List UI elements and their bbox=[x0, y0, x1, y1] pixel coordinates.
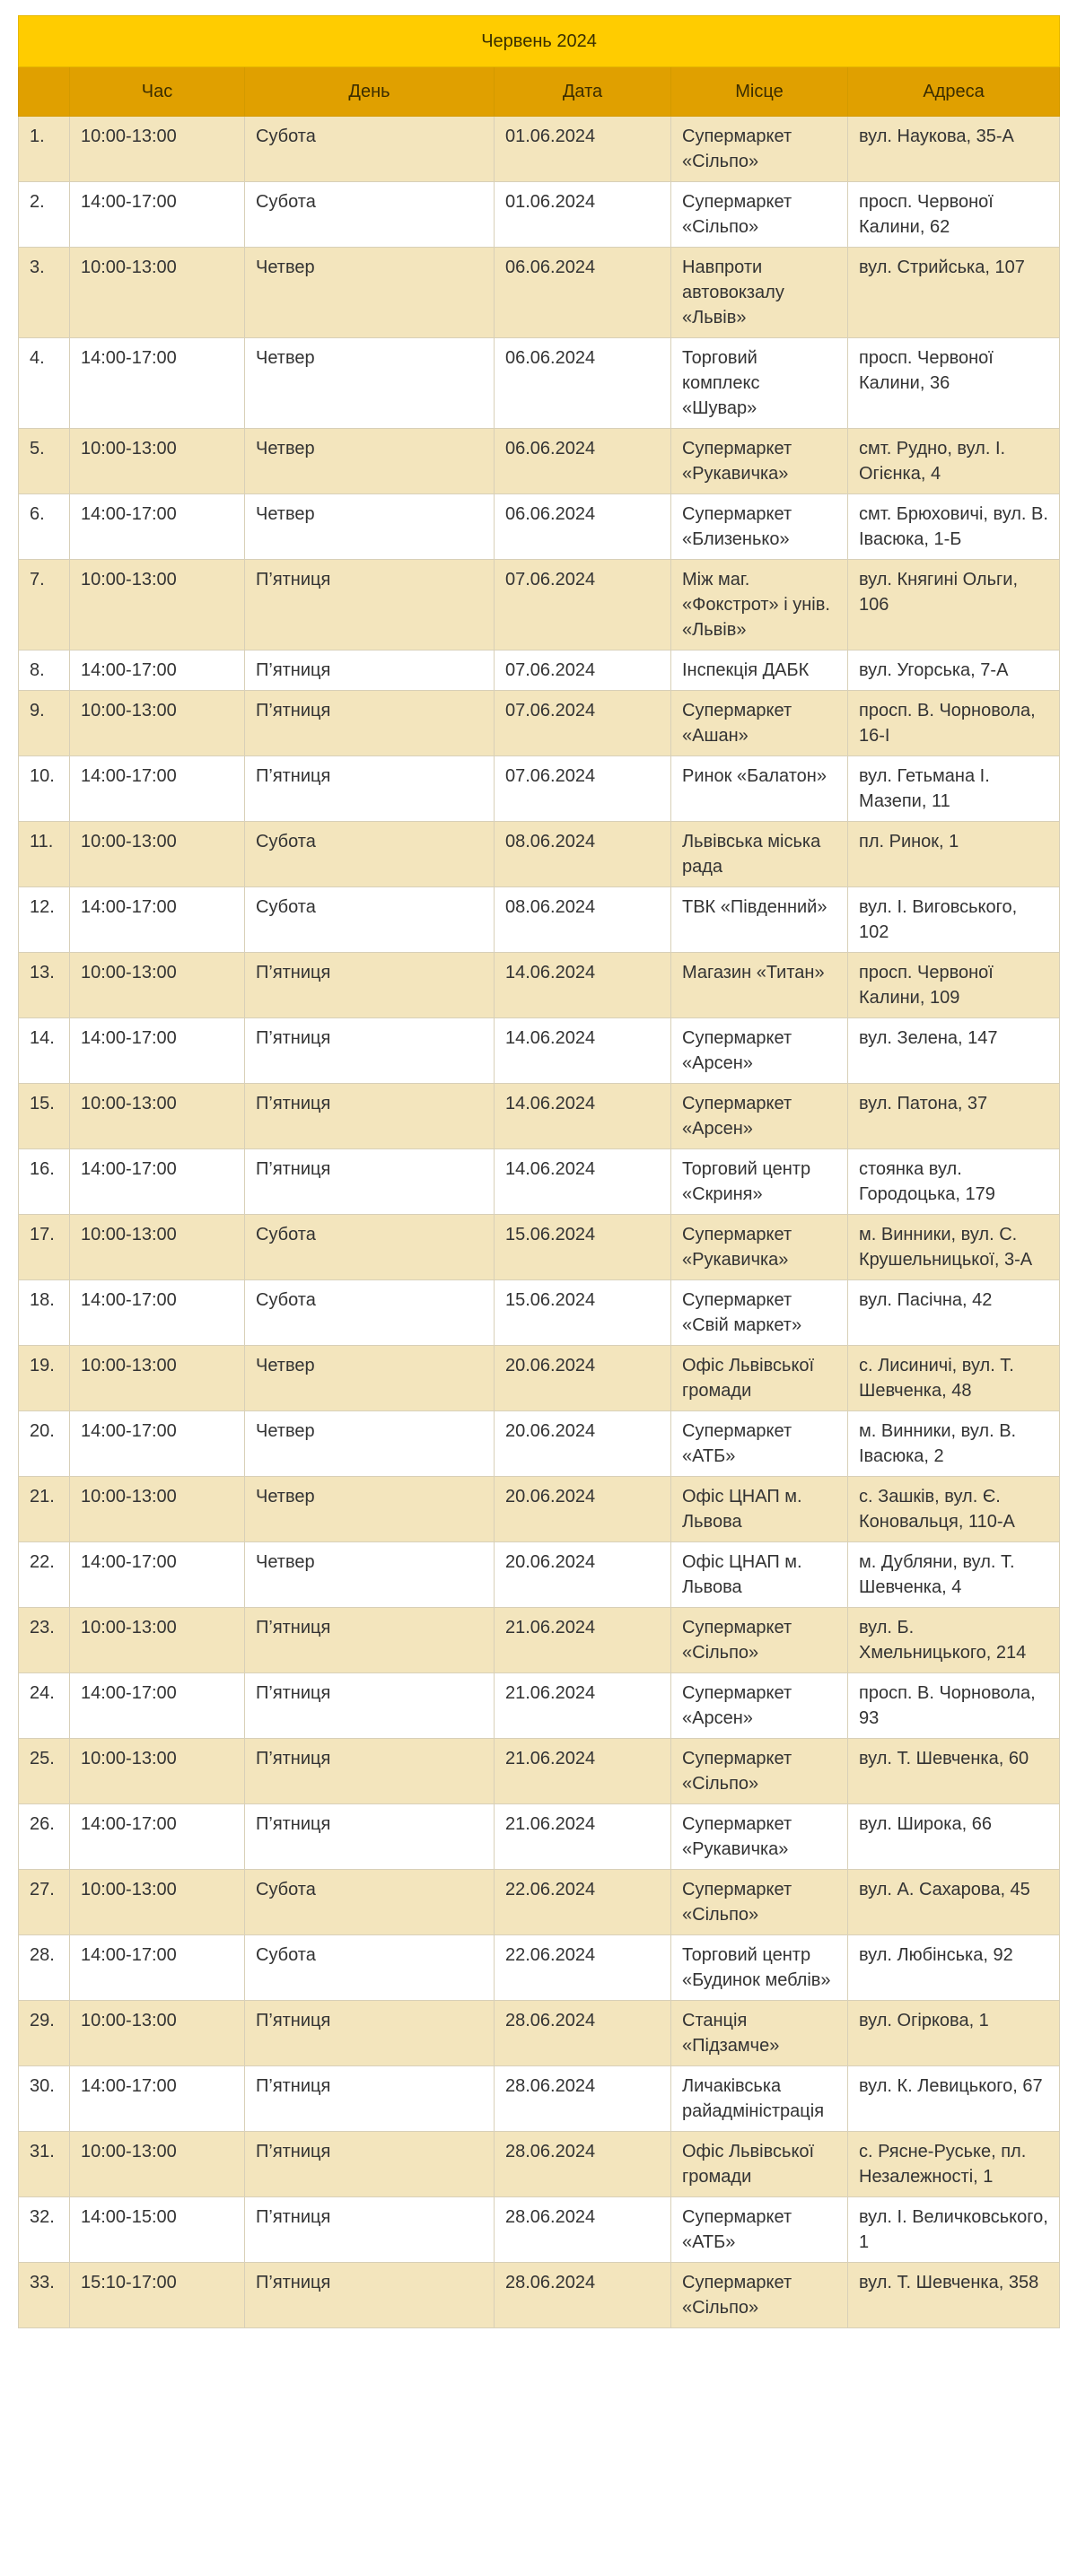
cell-place: Супермаркет «Арсен» bbox=[671, 1018, 848, 1084]
cell-num: 1. bbox=[19, 117, 70, 182]
cell-address: вул. Любінська, 92 bbox=[848, 1935, 1060, 2001]
cell-date: 14.06.2024 bbox=[495, 1149, 671, 1215]
cell-day: П’ятниця bbox=[245, 1804, 495, 1870]
cell-time: 10:00-13:00 bbox=[70, 248, 245, 338]
cell-num: 14. bbox=[19, 1018, 70, 1084]
cell-place: Торговий центр «Скриня» bbox=[671, 1149, 848, 1215]
table-row bbox=[19, 691, 1060, 756]
cell-address: просп. В. Чорновола, 93 bbox=[848, 1673, 1060, 1739]
cell-time: 10:00-13:00 bbox=[70, 1084, 245, 1149]
cell-address: просп. В. Чорновола, 16-І bbox=[848, 691, 1060, 756]
cell-place: Супермаркет «Сільпо» bbox=[671, 2263, 848, 2328]
cell-address: вул. І. Виговського, 102 bbox=[848, 887, 1060, 953]
cell-date: 07.06.2024 bbox=[495, 560, 671, 651]
cell-address: вул. Гетьмана І. Мазепи, 11 bbox=[848, 756, 1060, 822]
cell-time: 14:00-17:00 bbox=[70, 887, 245, 953]
header-num bbox=[19, 67, 70, 117]
table-title: Червень 2024 bbox=[19, 16, 1060, 67]
cell-address: вул. Т. Шевченка, 358 bbox=[848, 2263, 1060, 2328]
table-row bbox=[19, 494, 1060, 560]
cell-place: Супермаркет «Близенько» bbox=[671, 494, 848, 560]
cell-num: 33. bbox=[19, 2263, 70, 2328]
header-time: Час bbox=[70, 67, 245, 117]
cell-address: вул. Наукова, 35-А bbox=[848, 117, 1060, 182]
cell-place: Торговий комплекс «Шувар» bbox=[671, 338, 848, 429]
cell-address: вул. Зелена, 147 bbox=[848, 1018, 1060, 1084]
cell-num: 27. bbox=[19, 1870, 70, 1935]
cell-day: Четвер bbox=[245, 248, 495, 338]
cell-address: просп. Червоної Калини, 62 bbox=[848, 182, 1060, 248]
cell-address: с. Зашків, вул. Є. Коновальця, 110-А bbox=[848, 1477, 1060, 1542]
cell-day: П’ятниця bbox=[245, 2197, 495, 2263]
cell-day: Субота bbox=[245, 1215, 495, 1280]
cell-time: 10:00-13:00 bbox=[70, 1739, 245, 1804]
table-row bbox=[19, 1149, 1060, 1215]
cell-time: 10:00-13:00 bbox=[70, 1870, 245, 1935]
cell-num: 6. bbox=[19, 494, 70, 560]
table-row bbox=[19, 1804, 1060, 1870]
cell-date: 15.06.2024 bbox=[495, 1215, 671, 1280]
cell-num: 31. bbox=[19, 2132, 70, 2197]
table-row bbox=[19, 651, 1060, 691]
cell-day: Четвер bbox=[245, 1411, 495, 1477]
cell-address: с. Рясне-Руське, пл. Незалежності, 1 bbox=[848, 2132, 1060, 2197]
cell-day: Субота bbox=[245, 182, 495, 248]
cell-place: Супермаркет «Сільпо» bbox=[671, 1870, 848, 1935]
cell-date: 06.06.2024 bbox=[495, 338, 671, 429]
cell-place: Львівська міська рада bbox=[671, 822, 848, 887]
table-row bbox=[19, 560, 1060, 651]
cell-num: 24. bbox=[19, 1673, 70, 1739]
cell-place: Станція «Підзамче» bbox=[671, 2001, 848, 2066]
table-row bbox=[19, 1411, 1060, 1477]
cell-address: просп. Червоної Калини, 36 bbox=[848, 338, 1060, 429]
cell-address: смт. Брюховичі, вул. В. Івасюка, 1-Б bbox=[848, 494, 1060, 560]
cell-date: 28.06.2024 bbox=[495, 2001, 671, 2066]
table-row bbox=[19, 1870, 1060, 1935]
header-address: Адреса bbox=[848, 67, 1060, 117]
cell-place: Супермаркет «Рукавичка» bbox=[671, 1215, 848, 1280]
cell-day: П’ятниця bbox=[245, 1149, 495, 1215]
table-row bbox=[19, 822, 1060, 887]
cell-time: 14:00-17:00 bbox=[70, 756, 245, 822]
cell-time: 14:00-17:00 bbox=[70, 1673, 245, 1739]
cell-address: м. Винники, вул. С. Крушельницької, 3-А bbox=[848, 1215, 1060, 1280]
table-row bbox=[19, 756, 1060, 822]
cell-place: Супермаркет «Сільпо» bbox=[671, 1739, 848, 1804]
header-row bbox=[19, 67, 1060, 117]
table-row bbox=[19, 2001, 1060, 2066]
cell-place: Супермаркет «Рукавичка» bbox=[671, 429, 848, 494]
table-row bbox=[19, 429, 1060, 494]
table-row bbox=[19, 1346, 1060, 1411]
cell-date: 20.06.2024 bbox=[495, 1411, 671, 1477]
cell-place: Магазин «Титан» bbox=[671, 953, 848, 1018]
cell-place: Супермаркет «Сільпо» bbox=[671, 182, 848, 248]
cell-address: просп. Червоної Калини, 109 bbox=[848, 953, 1060, 1018]
table-row bbox=[19, 1280, 1060, 1346]
cell-date: 20.06.2024 bbox=[495, 1346, 671, 1411]
cell-time: 14:00-17:00 bbox=[70, 494, 245, 560]
cell-place: Торговий центр «Будинок меблів» bbox=[671, 1935, 848, 2001]
cell-time: 10:00-13:00 bbox=[70, 2001, 245, 2066]
cell-address: вул. К. Левицького, 67 bbox=[848, 2066, 1060, 2132]
table-row bbox=[19, 1018, 1060, 1084]
cell-day: П’ятниця bbox=[245, 2263, 495, 2328]
cell-place: Офіс Львівської громади bbox=[671, 2132, 848, 2197]
cell-num: 20. bbox=[19, 1411, 70, 1477]
cell-address: вул. Стрийська, 107 bbox=[848, 248, 1060, 338]
table-row bbox=[19, 2066, 1060, 2132]
schedule-table bbox=[18, 15, 1060, 2328]
table-row bbox=[19, 1935, 1060, 2001]
cell-place: Ринок «Балатон» bbox=[671, 756, 848, 822]
table-row bbox=[19, 2263, 1060, 2328]
cell-day: П’ятниця bbox=[245, 2066, 495, 2132]
cell-day: П’ятниця bbox=[245, 1673, 495, 1739]
cell-place: Супермаркет «Арсен» bbox=[671, 1673, 848, 1739]
cell-date: 20.06.2024 bbox=[495, 1542, 671, 1608]
cell-day: Четвер bbox=[245, 338, 495, 429]
cell-address: вул. Т. Шевченка, 60 bbox=[848, 1739, 1060, 1804]
cell-day: Четвер bbox=[245, 1477, 495, 1542]
cell-day: Субота bbox=[245, 1280, 495, 1346]
table-row bbox=[19, 248, 1060, 338]
schedule-container bbox=[18, 15, 1059, 2328]
cell-day: П’ятниця bbox=[245, 1018, 495, 1084]
cell-num: 32. bbox=[19, 2197, 70, 2263]
cell-date: 01.06.2024 bbox=[495, 117, 671, 182]
cell-day: Четвер bbox=[245, 1346, 495, 1411]
cell-place: Навпроти автовокзалу «Львів» bbox=[671, 248, 848, 338]
cell-date: 06.06.2024 bbox=[495, 429, 671, 494]
cell-num: 7. bbox=[19, 560, 70, 651]
table-row bbox=[19, 338, 1060, 429]
cell-date: 07.06.2024 bbox=[495, 756, 671, 822]
cell-date: 14.06.2024 bbox=[495, 1018, 671, 1084]
cell-address: вул. Пасічна, 42 bbox=[848, 1280, 1060, 1346]
table-row bbox=[19, 1739, 1060, 1804]
table-row bbox=[19, 1477, 1060, 1542]
cell-date: 21.06.2024 bbox=[495, 1804, 671, 1870]
cell-date: 07.06.2024 bbox=[495, 651, 671, 691]
cell-place: Інспекція ДАБК bbox=[671, 651, 848, 691]
cell-address: вул. Широка, 66 bbox=[848, 1804, 1060, 1870]
cell-time: 14:00-17:00 bbox=[70, 1804, 245, 1870]
cell-time: 14:00-17:00 bbox=[70, 2066, 245, 2132]
cell-place: Супермаркет «АТБ» bbox=[671, 1411, 848, 1477]
cell-time: 10:00-13:00 bbox=[70, 117, 245, 182]
header-place: Місце bbox=[671, 67, 848, 117]
cell-date: 22.06.2024 bbox=[495, 1935, 671, 2001]
cell-place: Супермаркет «Арсен» bbox=[671, 1084, 848, 1149]
cell-place: Личаківська райадміністрація bbox=[671, 2066, 848, 2132]
cell-day: П’ятниця bbox=[245, 756, 495, 822]
table-row bbox=[19, 2197, 1060, 2263]
cell-num: 17. bbox=[19, 1215, 70, 1280]
cell-time: 15:10-17:00 bbox=[70, 2263, 245, 2328]
cell-num: 3. bbox=[19, 248, 70, 338]
cell-num: 15. bbox=[19, 1084, 70, 1149]
cell-date: 21.06.2024 bbox=[495, 1673, 671, 1739]
cell-day: П’ятниця bbox=[245, 1739, 495, 1804]
cell-time: 10:00-13:00 bbox=[70, 1215, 245, 1280]
cell-address: м. Винники, вул. В. Івасюка, 2 bbox=[848, 1411, 1060, 1477]
cell-time: 10:00-13:00 bbox=[70, 429, 245, 494]
header-day: День bbox=[245, 67, 495, 117]
cell-num: 30. bbox=[19, 2066, 70, 2132]
cell-day: Четвер bbox=[245, 494, 495, 560]
table-row bbox=[19, 887, 1060, 953]
cell-address: вул. Огіркова, 1 bbox=[848, 2001, 1060, 2066]
cell-address: смт. Рудно, вул. І. Огієнка, 4 bbox=[848, 429, 1060, 494]
cell-time: 14:00-17:00 bbox=[70, 1018, 245, 1084]
cell-date: 06.06.2024 bbox=[495, 494, 671, 560]
cell-date: 28.06.2024 bbox=[495, 2197, 671, 2263]
cell-num: 8. bbox=[19, 651, 70, 691]
cell-date: 22.06.2024 bbox=[495, 1870, 671, 1935]
cell-num: 18. bbox=[19, 1280, 70, 1346]
cell-address: вул. Б. Хмельницького, 214 bbox=[848, 1608, 1060, 1673]
cell-time: 10:00-13:00 bbox=[70, 822, 245, 887]
cell-day: Субота bbox=[245, 117, 495, 182]
cell-day: Субота bbox=[245, 822, 495, 887]
cell-day: Субота bbox=[245, 1870, 495, 1935]
cell-time: 14:00-17:00 bbox=[70, 338, 245, 429]
cell-address: пл. Ринок, 1 bbox=[848, 822, 1060, 887]
table-row bbox=[19, 1215, 1060, 1280]
cell-address: м. Дубляни, вул. Т. Шевченка, 4 bbox=[848, 1542, 1060, 1608]
cell-time: 14:00-17:00 bbox=[70, 1411, 245, 1477]
cell-num: 22. bbox=[19, 1542, 70, 1608]
cell-date: 15.06.2024 bbox=[495, 1280, 671, 1346]
cell-date: 21.06.2024 bbox=[495, 1608, 671, 1673]
cell-num: 13. bbox=[19, 953, 70, 1018]
cell-time: 14:00-17:00 bbox=[70, 182, 245, 248]
cell-address: вул. А. Сахарова, 45 bbox=[848, 1870, 1060, 1935]
cell-num: 19. bbox=[19, 1346, 70, 1411]
cell-num: 25. bbox=[19, 1739, 70, 1804]
table-body bbox=[19, 117, 1060, 2328]
cell-time: 14:00-15:00 bbox=[70, 2197, 245, 2263]
cell-day: Субота bbox=[245, 887, 495, 953]
cell-day: Четвер bbox=[245, 1542, 495, 1608]
cell-time: 14:00-17:00 bbox=[70, 1149, 245, 1215]
cell-time: 14:00-17:00 bbox=[70, 1542, 245, 1608]
cell-num: 11. bbox=[19, 822, 70, 887]
cell-day: П’ятниця bbox=[245, 691, 495, 756]
cell-num: 23. bbox=[19, 1608, 70, 1673]
cell-num: 4. bbox=[19, 338, 70, 429]
cell-day: П’ятниця bbox=[245, 560, 495, 651]
cell-date: 21.06.2024 bbox=[495, 1739, 671, 1804]
cell-time: 10:00-13:00 bbox=[70, 1608, 245, 1673]
cell-place: Супермаркет «Сільпо» bbox=[671, 1608, 848, 1673]
cell-day: П’ятниця bbox=[245, 651, 495, 691]
cell-num: 10. bbox=[19, 756, 70, 822]
cell-date: 08.06.2024 bbox=[495, 822, 671, 887]
cell-place: Офіс Львівської громади bbox=[671, 1346, 848, 1411]
cell-place: Супермаркет «АТБ» bbox=[671, 2197, 848, 2263]
cell-time: 10:00-13:00 bbox=[70, 1477, 245, 1542]
cell-time: 14:00-17:00 bbox=[70, 651, 245, 691]
cell-num: 21. bbox=[19, 1477, 70, 1542]
cell-address: вул. І. Величковського, 1 bbox=[848, 2197, 1060, 2263]
cell-num: 28. bbox=[19, 1935, 70, 2001]
cell-num: 12. bbox=[19, 887, 70, 953]
cell-address: стоянка вул. Городоцька, 179 bbox=[848, 1149, 1060, 1215]
cell-time: 14:00-17:00 bbox=[70, 1935, 245, 2001]
cell-num: 5. bbox=[19, 429, 70, 494]
table-row bbox=[19, 1673, 1060, 1739]
cell-address: с. Лисиничі, вул. Т. Шевченка, 48 bbox=[848, 1346, 1060, 1411]
cell-place: Супермаркет «Ашан» bbox=[671, 691, 848, 756]
table-row bbox=[19, 182, 1060, 248]
cell-day: П’ятниця bbox=[245, 953, 495, 1018]
cell-date: 08.06.2024 bbox=[495, 887, 671, 953]
cell-date: 06.06.2024 bbox=[495, 248, 671, 338]
cell-day: П’ятниця bbox=[245, 2001, 495, 2066]
cell-date: 28.06.2024 bbox=[495, 2132, 671, 2197]
cell-num: 29. bbox=[19, 2001, 70, 2066]
cell-num: 16. bbox=[19, 1149, 70, 1215]
table-row bbox=[19, 1084, 1060, 1149]
table-row bbox=[19, 953, 1060, 1018]
cell-time: 10:00-13:00 bbox=[70, 953, 245, 1018]
cell-num: 9. bbox=[19, 691, 70, 756]
cell-date: 14.06.2024 bbox=[495, 953, 671, 1018]
cell-num: 26. bbox=[19, 1804, 70, 1870]
cell-date: 01.06.2024 bbox=[495, 182, 671, 248]
cell-time: 10:00-13:00 bbox=[70, 1346, 245, 1411]
cell-day: Четвер bbox=[245, 429, 495, 494]
cell-place: Супермаркет «Сільпо» bbox=[671, 117, 848, 182]
cell-address: вул. Угорська, 7-А bbox=[848, 651, 1060, 691]
cell-place: Між маг. «Фокстрот» і унів. «Львів» bbox=[671, 560, 848, 651]
header-date: Дата bbox=[495, 67, 671, 117]
table-row bbox=[19, 1608, 1060, 1673]
cell-day: Субота bbox=[245, 1935, 495, 2001]
cell-date: 14.06.2024 bbox=[495, 1084, 671, 1149]
table-row bbox=[19, 117, 1060, 182]
cell-time: 10:00-13:00 bbox=[70, 691, 245, 756]
cell-address: вул. Патона, 37 bbox=[848, 1084, 1060, 1149]
cell-date: 28.06.2024 bbox=[495, 2066, 671, 2132]
cell-time: 14:00-17:00 bbox=[70, 1280, 245, 1346]
cell-place: Супермаркет «Рукавичка» bbox=[671, 1804, 848, 1870]
cell-day: П’ятниця bbox=[245, 1608, 495, 1673]
cell-place: Офіс ЦНАП м. Львова bbox=[671, 1477, 848, 1542]
cell-day: П’ятниця bbox=[245, 1084, 495, 1149]
cell-place: Офіс ЦНАП м. Львова bbox=[671, 1542, 848, 1608]
cell-place: Супермаркет «Свій маркет» bbox=[671, 1280, 848, 1346]
table-row bbox=[19, 1542, 1060, 1608]
cell-date: 07.06.2024 bbox=[495, 691, 671, 756]
cell-date: 20.06.2024 bbox=[495, 1477, 671, 1542]
cell-place: ТВК «Південний» bbox=[671, 887, 848, 953]
table-row bbox=[19, 2132, 1060, 2197]
cell-time: 10:00-13:00 bbox=[70, 560, 245, 651]
cell-address: вул. Княгині Ольги, 106 bbox=[848, 560, 1060, 651]
cell-num: 2. bbox=[19, 182, 70, 248]
cell-date: 28.06.2024 bbox=[495, 2263, 671, 2328]
cell-day: П’ятниця bbox=[245, 2132, 495, 2197]
cell-time: 10:00-13:00 bbox=[70, 2132, 245, 2197]
